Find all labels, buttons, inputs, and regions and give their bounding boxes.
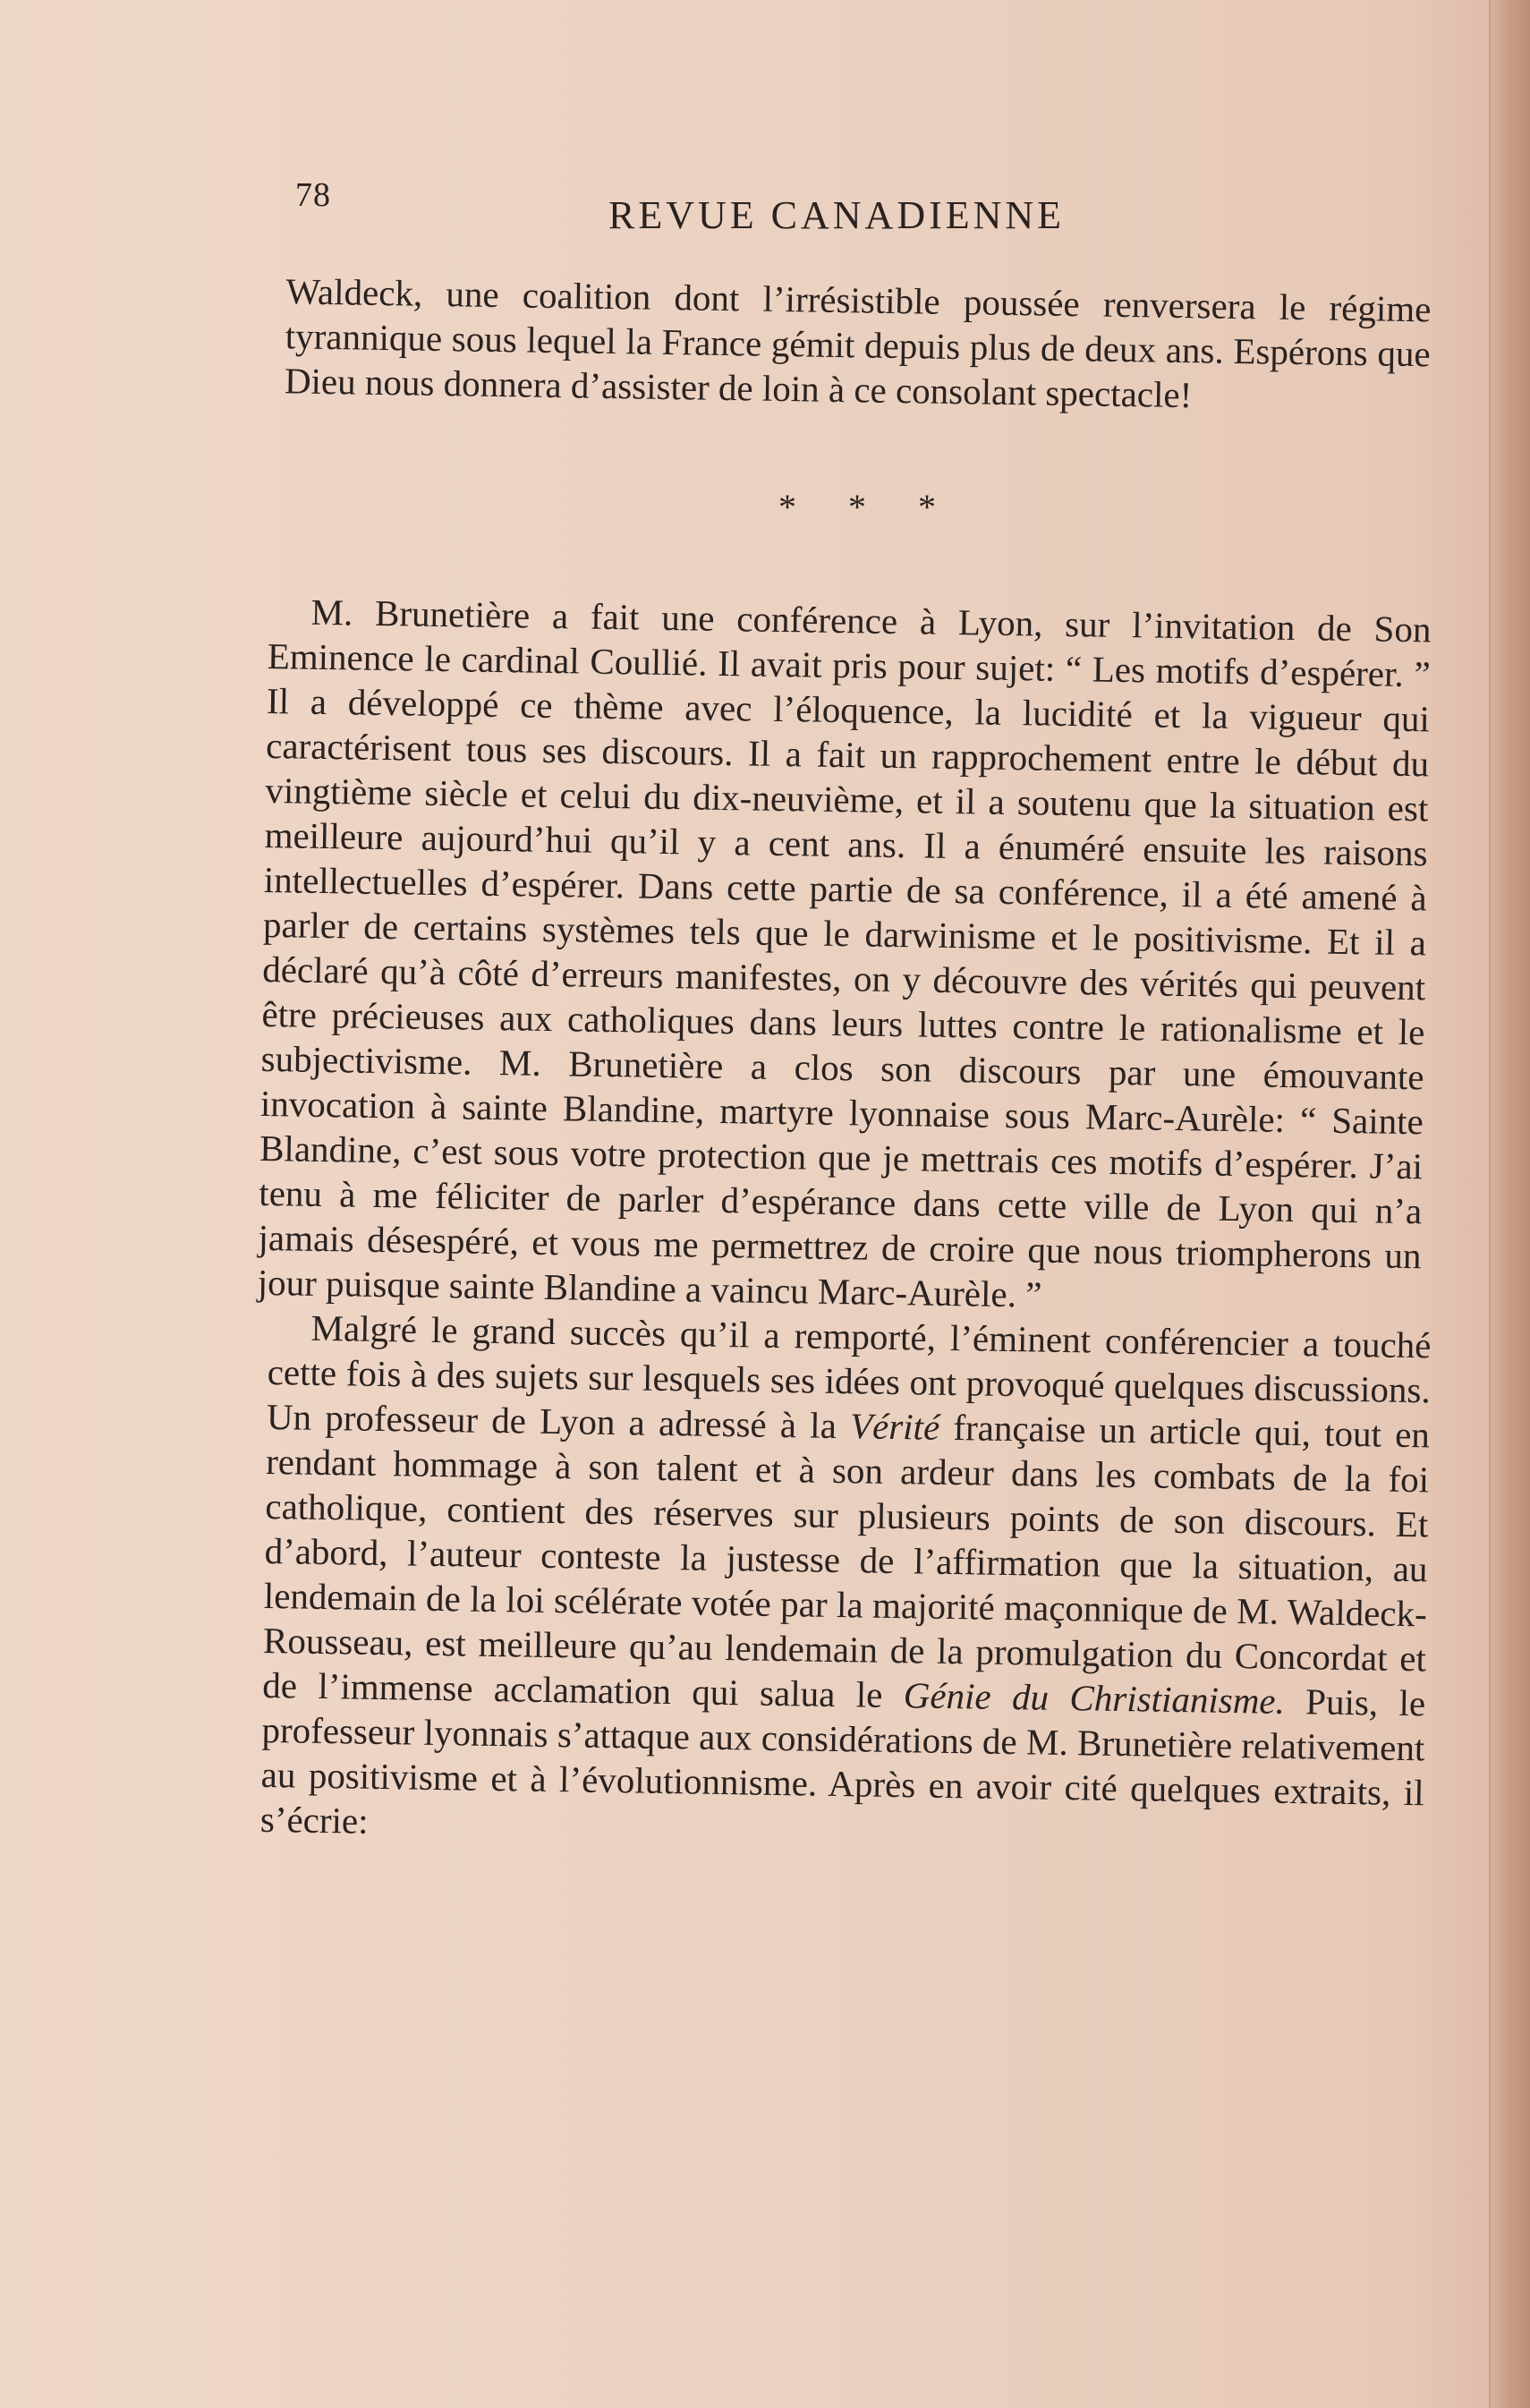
page-number: 78 <box>295 176 331 214</box>
section-separator: * * * <box>778 487 957 527</box>
italic-title-genie: Génie du Christianisme. <box>903 1674 1286 1722</box>
paragraph-discussions <box>260 1305 1432 1859</box>
italic-title-verite: Vérité <box>849 1405 940 1448</box>
paragraph-text-part: Malgré le grand succès qu’il a remporté, l’éminent conférencier a touché cette fois à des sujets sur lesquels ses idées ont provoqué quelques discussions. Un professeur de Lyon a adressé à la <box>266 1306 1432 1447</box>
paragraph-text-part: française un article qui, tout en rendant hommage à son talent et à son ardeur dans les combats de la foi catholique, contient des réserves sur plusieurs points de son discours. Et d’abord, l’auteur conteste la justesse de l’affirmation que la situation, au lendemain de la loi scélérate votée par la majorité maçonnique de M. Waldeck-Rousseau, est meilleure qu’au lendemain de la promulgation du Concordat et de l’immense acclamation qui salua le <box>261 1406 1431 1716</box>
page-edge <box>1489 0 1530 2408</box>
running-head: REVUE CANADIENNE <box>608 193 1066 237</box>
paragraph-brunetiere-conference: M. Brunetière a fait une conférence à Lyon, sur l’invitation de Son Eminence le cardinal Coullié. Il avait pris pour sujet: “ Les motifs d’espérer. ” Il a développé ce thème avec l’éloquence, la lucidité et la vigueur qui caractérisent tous ses discours. Il a fait un rapprochement entre le début du vingtième siècle et celui du dix-neuvième, et il a soutenu que la situation est meilleure aujourd’hui qu’il y a cent ans. Il a énuméré ensuite les raisons intellectuelles d’espérer. Dans cette partie de sa conférence, il a été amené à parler de certains systèmes tels que le darwinisme et le positivisme. Et il a déclaré qu’à côté d’erreurs manifestes, on y découvre des vérités qui peuvent être précieuses aux catholiques dans leurs luttes contre le rationalisme et le subjectivisme. M. Brunetière a clos son discours par une émouvante invocation à sainte Blandine, martyre lyonnaise sous Marc-Aurèle: “ Sainte Blandine, c’est sous votre protection que je mettrais ces motifs d’espérer. J’ai tenu à me féliciter de parler d’espérance dans cette ville de Lyon qui n’a jamais désespéré, et vous me permettrez de croire que nous triompherons un jour puisque sainte Blandine a vaincu Marc-Aurèle. ” <box>257 591 1432 1315</box>
paragraph-continuation: Waldeck, une coalition dont l’irrésistible poussée renversera le régime tyrannique sous lequel la France gémit depuis plus de deux ans. Espérons que Dieu nous donnera d’assister de loin à ce consolant spectacle! <box>284 270 1432 416</box>
body-text <box>257 268 1432 1842</box>
paragraph-text-part: Puis, le professeur lyonnais s’attaque aux considérations de M. Brunetière relativement au positivisme et à l’évolutionnisme. Après en avoir cité quelques extraits, il s’écrie: <box>259 1680 1426 1842</box>
